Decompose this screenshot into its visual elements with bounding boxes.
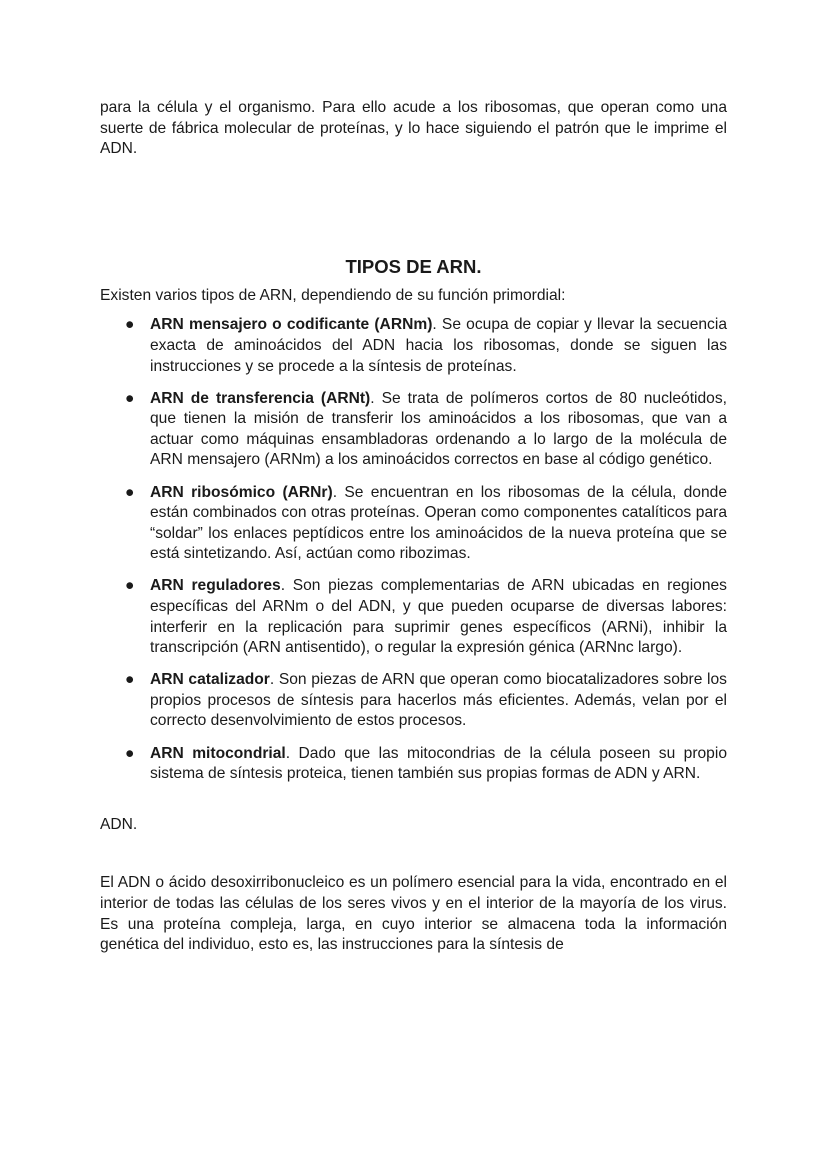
lead-paragraph: Existen varios tipos de ARN, dependiendo de su función primordial:: [100, 286, 566, 304]
arn-types-list: [100, 315, 727, 784]
bullet-icon: ●: [125, 316, 135, 334]
section-title: TIPOS DE ARN.: [345, 255, 482, 277]
adn-heading: ADN.: [100, 815, 138, 833]
adn-paragraph: El ADN o ácido desoxirribonucleico es un polímero esencial para la vida, encontrado en el interior de todas las células de los seres vivos y en el interior de la mayoría de los virus. Es una proteína compleja, larga, en cuyo interior se almacena toda la información genética del individuo, esto es, las instrucciones para la síntesis de: [100, 874, 727, 954]
list-item: [125, 670, 727, 732]
list-item: [125, 315, 727, 377]
list-item: [125, 483, 728, 565]
bullet-icon: ●: [125, 671, 135, 689]
item-term: ARN mensajero o codificante (ARNm): [150, 316, 433, 334]
item-term: ARN reguladores: [150, 577, 281, 595]
item-text: . Son piezas de ARN que operan como biocatalizadores sobre los propios procesos de síntesis para hacerlos más eficientes. Además, velan por el correcto desenvolvimiento de estos procesos.: [150, 671, 727, 730]
document-page: [100, 98, 727, 956]
item-term: ARN mitocondrial: [150, 744, 286, 762]
item-text: . Dado que las mitocondrias de la célula poseen su propio sistema de síntesis proteica, tienen también sus propias formas de ADN y ARN.: [150, 744, 727, 783]
list-item: [125, 744, 727, 785]
bullet-icon: ●: [125, 577, 135, 595]
list-item: [125, 576, 727, 658]
bullet-icon: ●: [125, 483, 135, 501]
bullet-icon: ●: [125, 744, 135, 762]
item-term: ARN de transferencia (ARNt): [150, 389, 371, 407]
item-text: . Son piezas complementarias de ARN ubicadas en regiones específicas del ARNm o del ADN, y que pueden ocuparse de diversas labores: interferir en la replicación para suprimir genes específicos (ARNi), inhibir la transcripción (ARN antisentido), o regular la expresión génica (ARNnc largo).: [150, 577, 727, 657]
item-text: . Se trata de polímeros cortos de 80 nucleótidos, que tienen la misión de transferir los aminoácidos a los ribosomas, que van a actuar como máquinas ensambladoras ordenando a lo largo de la molécula de ARN mensajero (ARNm) a los aminoácidos correctos en base al código genético.: [150, 389, 727, 469]
item-text: . Se ocupa de copiar y llevar la secuencia exacta de aminoácidos del ADN hacia los ribosomas, donde se siguen las instrucciones y se procede a la síntesis de proteínas.: [150, 316, 727, 375]
item-term: ARN ribosómico (ARNr): [150, 483, 333, 501]
item-text: . Se encuentran en los ribosomas de la célula, donde están combinados con otras proteínas. Operan como componentes catalíticos para “soldar” los enlaces peptídicos entre los aminoácidos de la nueva proteína que se está sintetizando. Así, actúan como ribozimas.: [150, 483, 728, 563]
intro-paragraph: para la célula y el organismo. Para ello acude a los ribosomas, que operan como una suerte de fábrica molecular de proteínas, y lo hace siguiendo el patrón que le imprime el ADN.: [100, 99, 727, 158]
item-term: ARN catalizador: [150, 671, 270, 689]
list-item: [125, 389, 727, 471]
bullet-icon: ●: [125, 389, 135, 407]
